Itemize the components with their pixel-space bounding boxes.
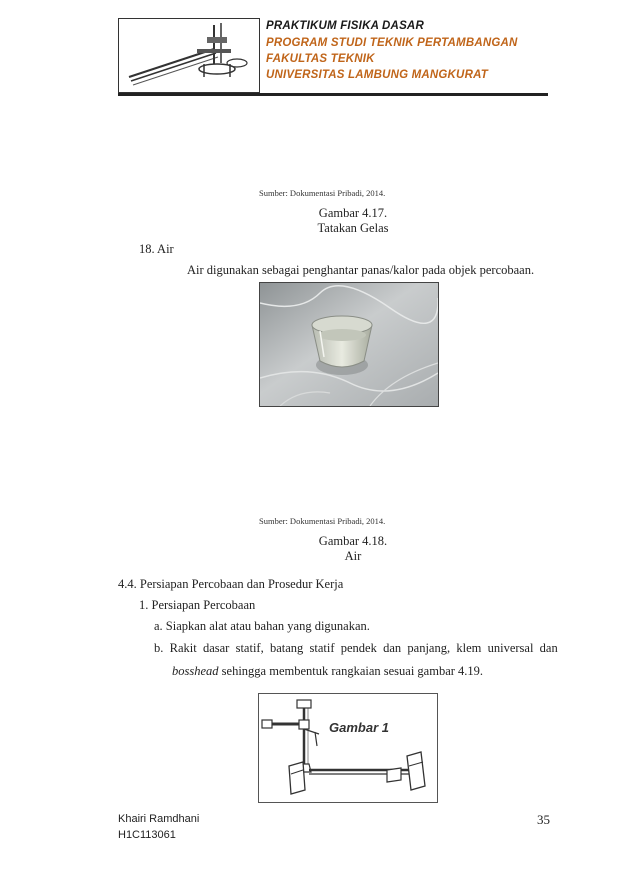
figure-18-title: Air — [344, 549, 362, 563]
step-b-line2 — [172, 664, 483, 679]
step-b-line1: b. Rakit dasar statif, batang statif pendek dan panjang, klem universal dan — [154, 641, 558, 655]
figure-17-title: Tatakan Gelas — [317, 221, 389, 235]
step-a: a. Siapkan alat atau bahan yang digunakan. — [154, 619, 370, 633]
water-glass-photo — [259, 282, 439, 407]
figure-18-number: Gambar 4.18. — [318, 534, 388, 548]
subsection-heading: 1. Persiapan Percobaan — [139, 598, 256, 612]
header-title: PRAKTIKUM FISIKA DASAR — [266, 20, 424, 32]
water-glass-image — [260, 283, 438, 406]
figure-18-source: Sumber: Dokumentasi Pribadi, 2014. — [259, 516, 386, 526]
figure-17-source: Sumber: Dokumentasi Pribadi, 2014. — [259, 188, 386, 198]
footer-student-id: H1C113061 — [118, 829, 176, 841]
footer-author-name: Khairi Ramdhani — [118, 813, 200, 825]
header-university: UNIVERSITAS LAMBUNG MANGKURAT — [266, 69, 488, 81]
section-heading: 4.4. Persiapan Percobaan dan Prosedur Kerja — [118, 577, 344, 591]
header-program: PROGRAM STUDI TEKNIK PERTAMBANGAN — [266, 37, 518, 49]
figure-17-number: Gambar 4.17. — [318, 206, 388, 220]
bosshead-term: bosshead — [172, 664, 219, 678]
header-faculty: FAKULTAS TEKNIK — [266, 53, 375, 65]
stand-sketch-icon — [119, 19, 259, 92]
step-b-line2-rest: sehingga membentuk rangkaian sesuai gambar 4.19. — [218, 664, 484, 678]
assembly-figure — [258, 693, 438, 803]
header-logo — [118, 18, 260, 93]
item-18-text: Air digunakan sebagai penghantar panas/kalor pada objek percobaan. — [187, 263, 535, 277]
header-divider — [118, 93, 548, 96]
item-18-heading: 18. Air — [139, 242, 174, 256]
figure-19-inner-label: Gambar 1 — [329, 720, 389, 735]
stand-assembly-sketch — [259, 694, 437, 802]
page-number: 35 — [537, 812, 550, 827]
